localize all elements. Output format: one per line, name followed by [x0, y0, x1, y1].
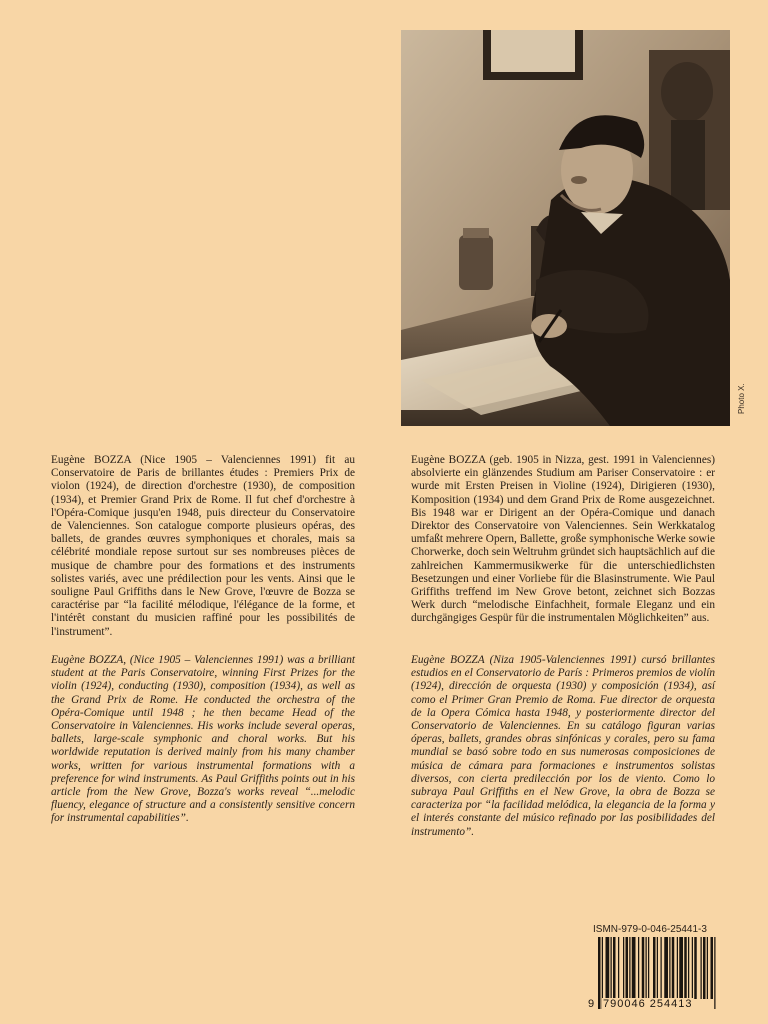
barcode-bar — [714, 937, 715, 1009]
biography-german — [411, 454, 715, 626]
biography-spanish-text: Eugène BOZZA (Niza 1905-Valenciennes 1991) cursó brillantes estudios en el Conservatorio de París : Primeros premios de violín (1924), dirección de orquesta (1930) y composición (1934), así como el Primer Gran Premio de Roma. Fue director de orquesta de la Opera Cómica hasta 1948, y posteriormente director del Conservatorio de Valenciennes. En su catálogo figuran varias óperas, ballets, grandes obras sinfónicas y corales, pero su fama mundial se basó sobre todo en sus numerosas composiciones de música de cámara para formaciones e instrumentos solistas diversos, con cierta predilección por los de viento. Como lo subraya Paul Griffiths en el New Grove, la obra de Bozza se caracteriza por “la facilidad melódica, la elegancia de la forma y el interés constante del músico refinado por las posibilidades del instrumento”. — [411, 654, 715, 838]
composer-photo-image — [401, 30, 730, 426]
barcode-bar — [707, 937, 708, 999]
barcode-first-digit: 9 — [588, 998, 596, 1010]
barcode-bar — [694, 937, 697, 999]
barcode-bar — [669, 937, 670, 999]
barcode-bar — [688, 937, 689, 999]
barcode-bar — [701, 937, 702, 999]
ismn-number: ISMN-979-0-046-25441-3 — [593, 924, 707, 935]
biography-english-text: Eugène BOZZA, (Nice 1905 – Valenciennes 1991) was a brilliant student at the Paris Conservatoire, winning First Prizes for the violin (1924), conducting (1930), composition (1934), as well as the Grand Prix de Rome. He conducted the orchestra of the Opéra-Comique until 1948 ; he then became Head of the Conservatoire in Valenciennes. His works include several operas, ballets, large-scale symphonic and choral works. But his worldwide reputation is derived mainly from his many chamber works, written for various instrumental formations with a preference for wind instruments. As Paul Griffiths points out in his article from the New Grove, Bozza's works reveal “...melodic fluency, elegance of structure and a consistently sensitive concern for instrumental capabilities”. — [51, 654, 355, 825]
barcode — [588, 937, 728, 1017]
biography-spanish — [411, 654, 715, 839]
barcode-bar — [632, 937, 636, 999]
barcode-bar — [606, 937, 610, 999]
barcode-bar — [638, 937, 639, 999]
barcode-bar — [677, 937, 678, 999]
barcode-bar — [711, 937, 714, 999]
barcode-bar — [618, 937, 619, 999]
barcode-bar — [692, 937, 693, 999]
barcode-bar — [684, 937, 687, 999]
barcode-bar — [598, 937, 601, 1009]
barcode-bar — [629, 937, 630, 999]
barcode-bar — [613, 937, 616, 999]
biography-french — [51, 454, 355, 639]
barcode-digits: 790046 254413 — [603, 998, 693, 1010]
barcode-bar — [626, 937, 629, 999]
barcode-bar — [642, 937, 645, 999]
barcode-bar — [646, 937, 647, 999]
composer-photo — [401, 30, 730, 426]
biography-english — [51, 654, 355, 826]
biography-french-text: Eugène BOZZA (Nice 1905 – Valenciennes 1991) fit au Conservatoire de Paris de brillantes études : Premiers Prix de violon (1924), de direction d'orchestre (1930), de composition (1934), et Premier Grand Prix de Rome. Il fut chef d'orchestre à l'Opéra-Comique jusqu'en 1948, puis directeur du Conservatoire de Valenciennes. Son catalogue comporte plusieurs opéras, des ballets, de grandes œuvres symphoniques et chorales, mais sa célébrité mondiale repose surtout sur ses nombreuses pièces de musique de chambre pour des formations et des instruments solistes variés, avec une prédilection pour les vents. Ainsi que le souligne Paul Griffiths dans le New Grove, l'œuvre de Bozza se caractérise par “la facilité mélodique, l'élégance de la forme, et l'intérêt constant du musicien raffiné pour les possibilités de l'instrument”. — [51, 454, 355, 638]
barcode-bar — [648, 937, 649, 999]
photo-credit: Photo X. — [737, 383, 746, 414]
barcode-bar — [611, 937, 612, 999]
biography-german-text: Eugène BOZZA (geb. 1905 in Nizza, gest. 1991 in Valenciennes) absolvierte ein glänzendes Studium am Pariser Conservatoire : er wurde mit Ersten Preisen in Violine (1924), Dirigieren (1930), Komposition (1934) und dem Grand Prix de Rome ausgezeichnet. Bis 1948 war er Dirigent an der Opéra-Comique und danach Direktor des Conservatoire von Valenciennes. Sein Werkkatalog umfaßt mehrere Opern, Ballette, große symphonische Werke sowie Chorwerke, doch sein Weltruhm gründet sich hauptsächlich auf die zahlreichen Kammermusikwerke für die unterschiedlichsten Besetzungen und einer Vorliebe für die Blasinstrumente. Wie Paul Griffiths treffend im New Grove betont, zeichnet sich Bozzas Werk durch “melodische Einfachheit, formale Eleganz und ein durchgängiges Gespür für die instrumentalen Möglichkeiten” aus. — [411, 454, 715, 625]
barcode-bar — [679, 937, 683, 999]
barcode-bar — [623, 937, 624, 999]
barcode-bar — [664, 937, 668, 999]
barcode-bar — [672, 937, 675, 999]
barcode-bar — [703, 937, 706, 999]
barcode-bar — [653, 937, 656, 999]
